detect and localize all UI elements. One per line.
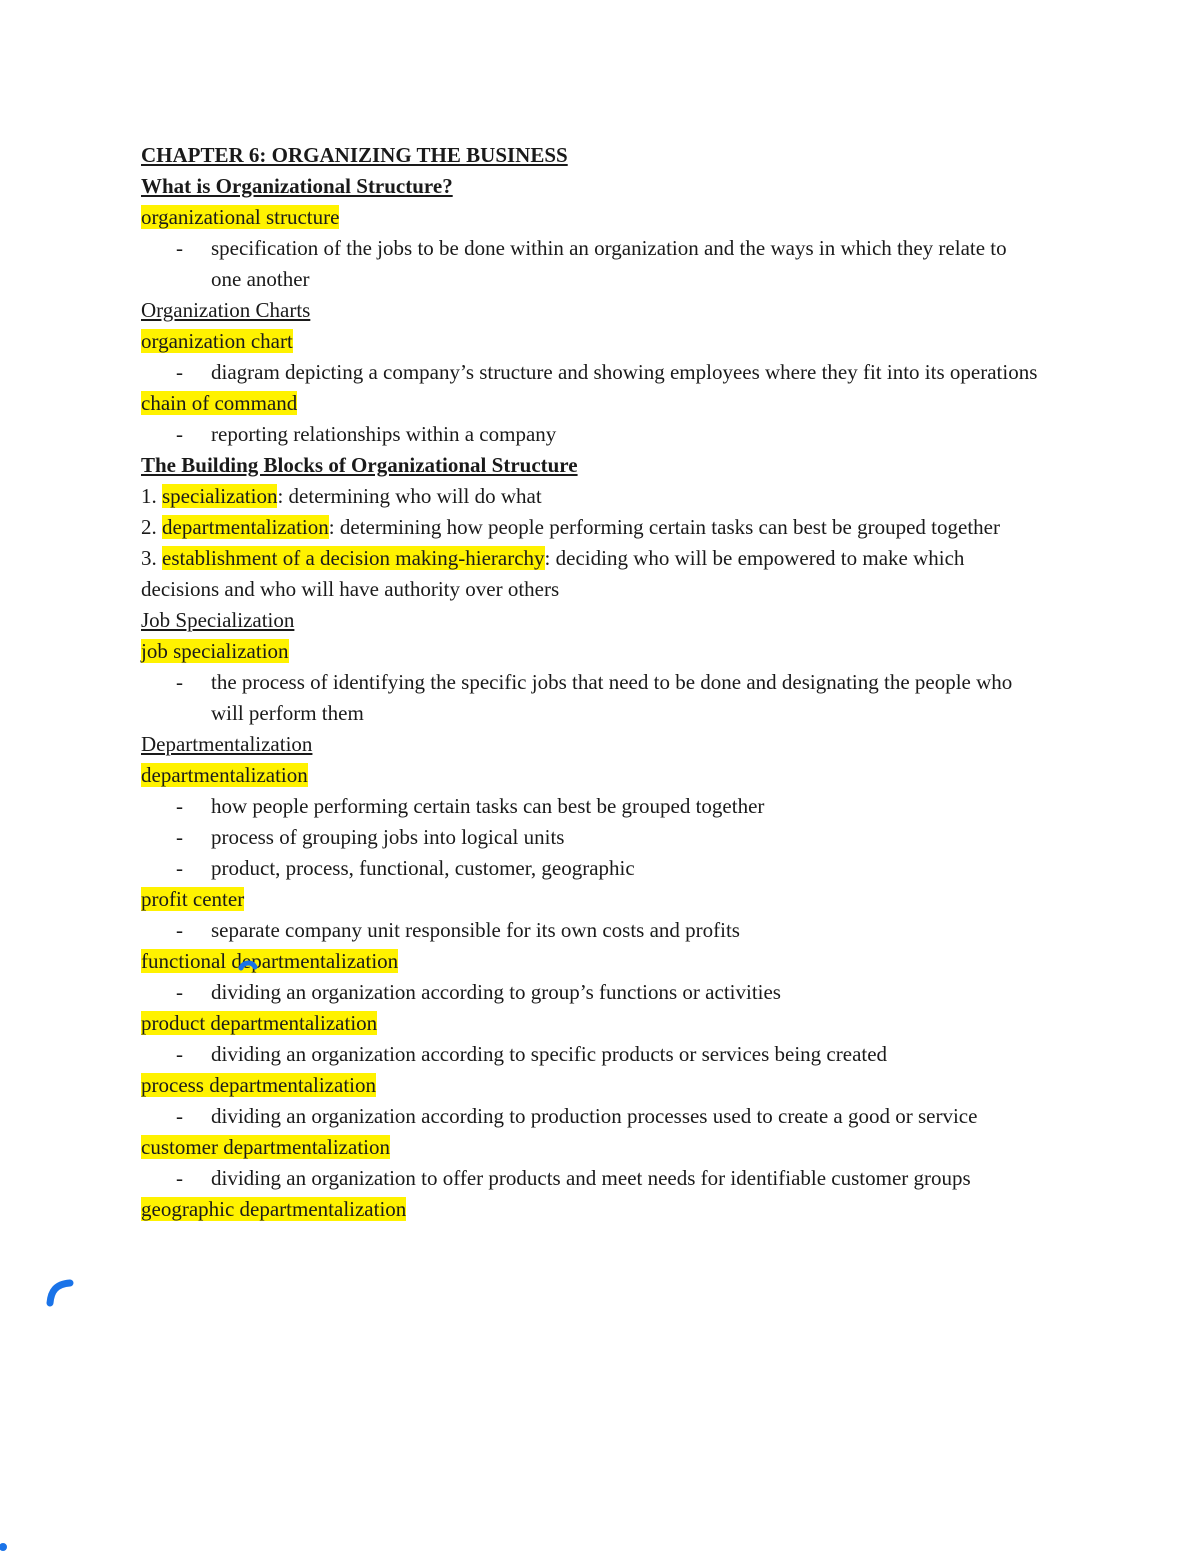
chapter-title: CHAPTER 6: ORGANIZING THE BUSINESS xyxy=(141,143,568,167)
annotation-dot-mark xyxy=(238,958,260,974)
term-product-departmentalization: product departmentalization xyxy=(141,1011,378,1035)
section-heading-building-blocks: The Building Blocks of Organizational Structure xyxy=(141,453,578,477)
list-item: - how people performing certain tasks can best be grouped together xyxy=(176,794,765,818)
term-process-departmentalization: process departmentalization xyxy=(141,1073,376,1097)
document-page xyxy=(141,140,1041,1225)
annotation-corner-dot xyxy=(0,1538,10,1553)
numbered-item: 2. departmentalization: determining how people performing certain tasks can best be grouped together xyxy=(141,515,1000,539)
list-item: - the process of identifying the specific jobs that need to be done and designating the people who will perform them xyxy=(176,670,1013,725)
term-job-specialization: job specialization xyxy=(141,639,289,663)
list-item: - dividing an organization to offer products and meet needs for identifiable customer groups xyxy=(176,1166,971,1190)
term-organizational-structure: organizational structure xyxy=(141,205,340,229)
list-item: - product, process, functional, customer, geographic xyxy=(176,856,635,880)
list-item: - separate company unit responsible for its own costs and profits xyxy=(176,918,740,942)
list-item: - specification of the jobs to be done within an organization and the ways in which they relate to one another xyxy=(176,236,1007,291)
list-item: - dividing an organization according to group’s functions or activities xyxy=(176,980,781,1004)
term-customer-departmentalization: customer departmentalization xyxy=(141,1135,390,1159)
subheading-organization-charts: Organization Charts xyxy=(141,298,311,322)
subheading-job-specialization: Job Specialization xyxy=(141,608,295,632)
term-chain-of-command: chain of command xyxy=(141,391,298,415)
list-item: - diagram depicting a company’s structure and showing employees where they fit into its operations xyxy=(176,360,1038,384)
term-profit-center: profit center xyxy=(141,887,245,911)
annotation-curve-mark xyxy=(42,1275,76,1309)
term-organization-chart: organization chart xyxy=(141,329,293,353)
numbered-item: 3. establishment of a decision making-hierarchy: deciding who will be empowered to make which decisions and who will have authority over others xyxy=(141,546,965,601)
section-heading-structure: What is Organizational Structure? xyxy=(141,174,453,198)
list-item: - dividing an organization according to specific products or services being created xyxy=(176,1042,888,1066)
subheading-departmentalization: Departmentalization xyxy=(141,732,313,756)
list-item: - process of grouping jobs into logical units xyxy=(176,825,565,849)
list-item: - reporting relationships within a company xyxy=(176,422,557,446)
term-functional-departmentalization: functional departmentalization xyxy=(141,949,399,973)
list-item: - dividing an organization according to production processes used to create a good or service xyxy=(176,1104,978,1128)
numbered-item: 1. specialization: determining who will do what xyxy=(141,484,542,508)
term-departmentalization: departmentalization xyxy=(141,763,308,787)
term-geographic-departmentalization: geographic departmentalization xyxy=(141,1197,407,1221)
